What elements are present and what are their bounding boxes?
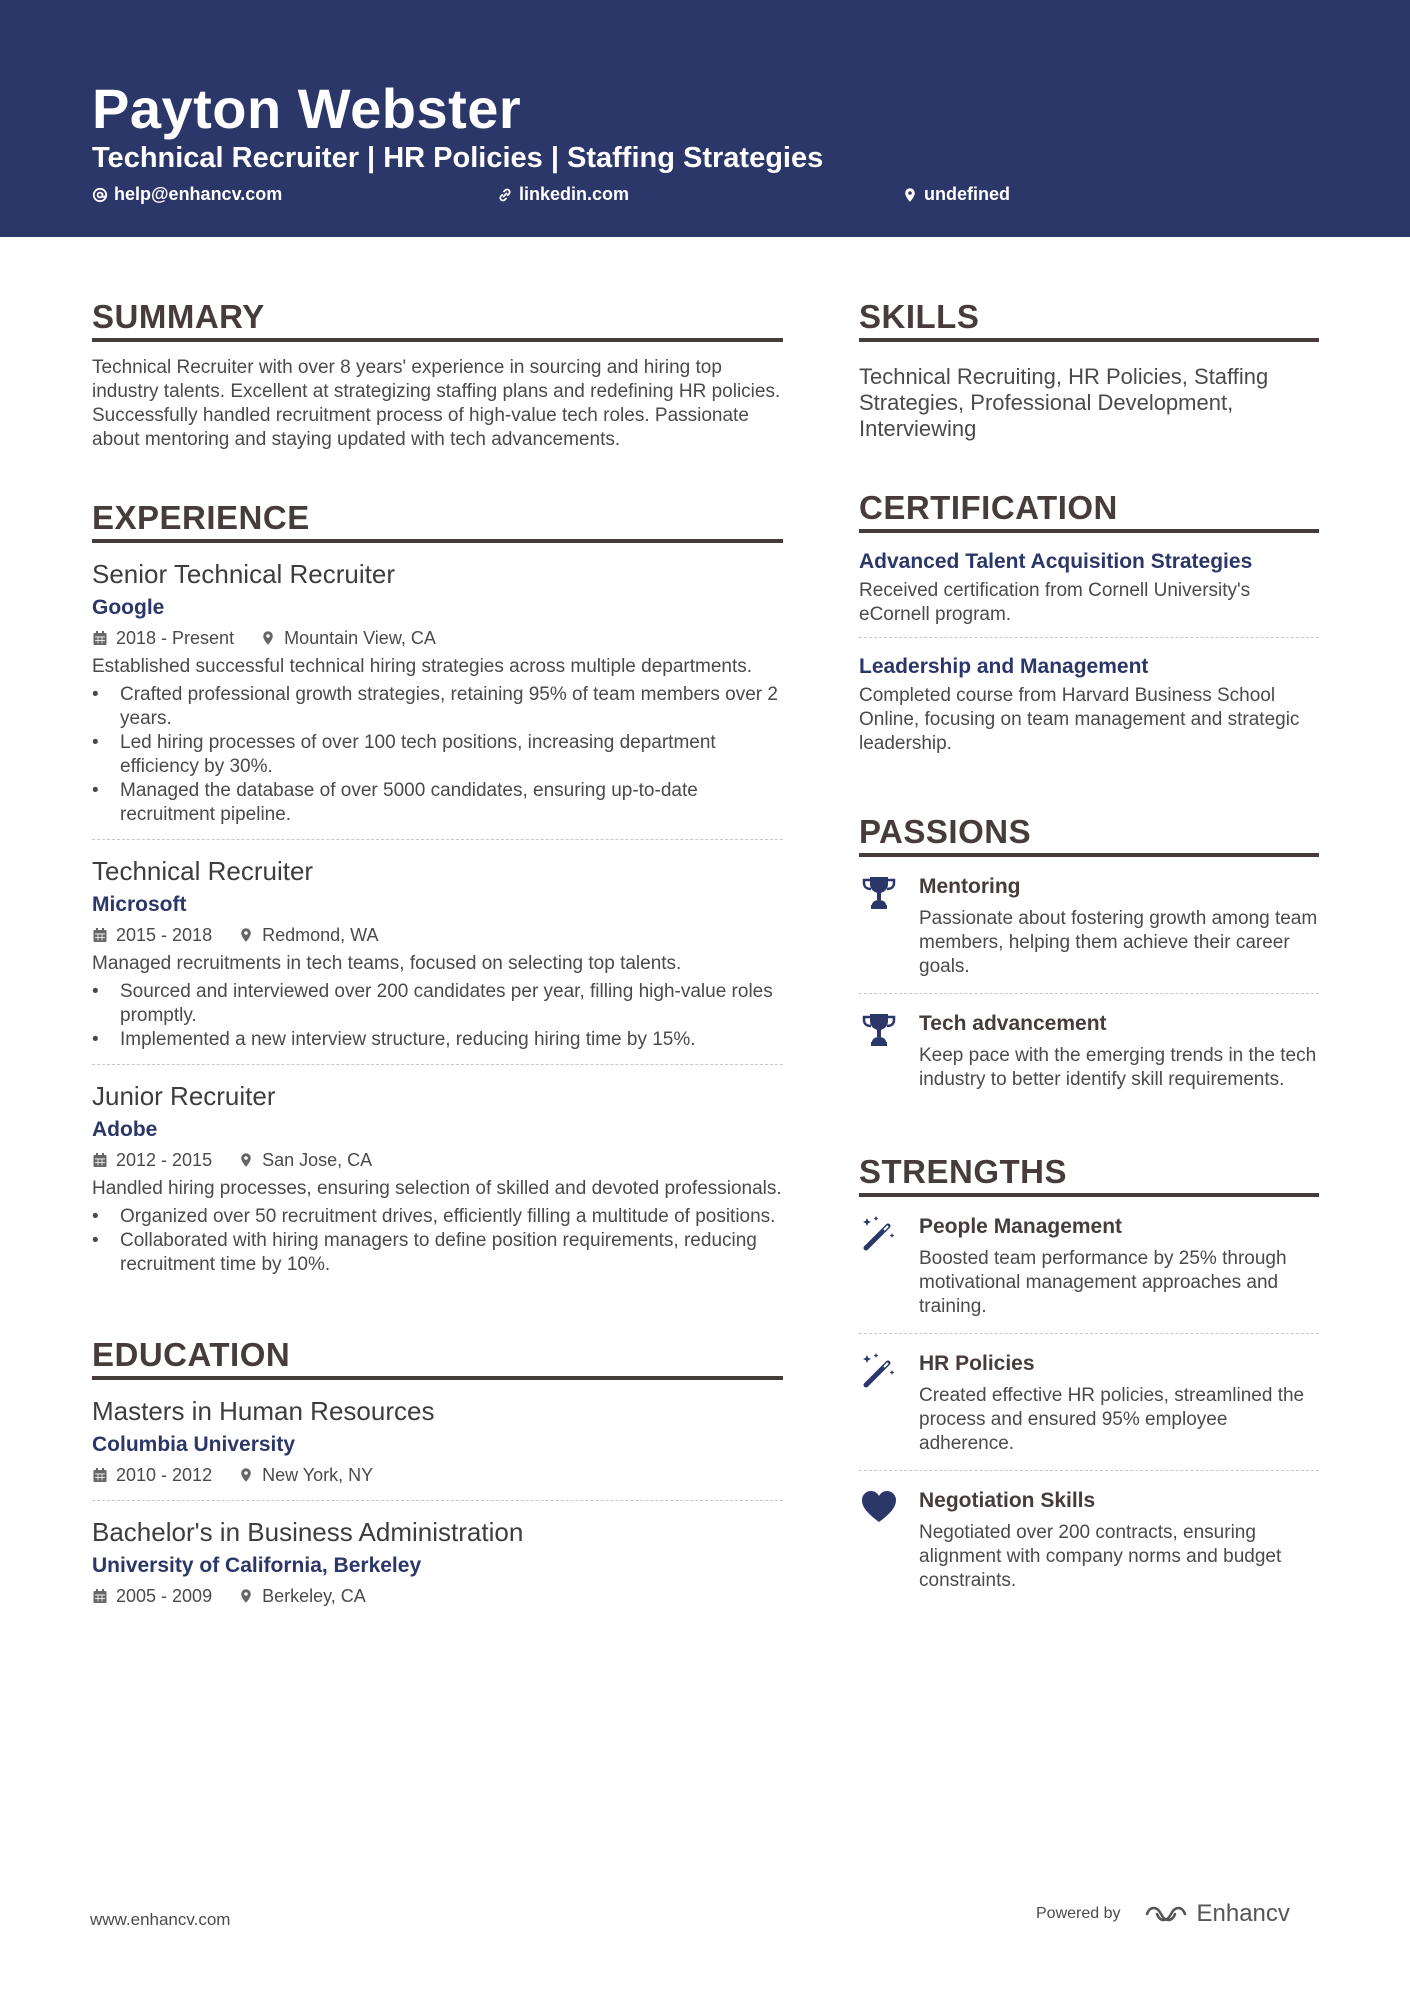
job-bullet: • Sourced and interviewed over 200 candidates per year, filling high-value roles promptly.: [92, 980, 783, 1028]
job-bullet: • Organized over 50 recruitment drives, efficiently filling a multitude of positions.: [92, 1205, 783, 1229]
contact-email-text: help@enhancv.com: [114, 184, 283, 204]
skills-section: [859, 297, 1319, 442]
education-location: [238, 1462, 373, 1488]
strength-body: [919, 1348, 1319, 1456]
school-name: University of California, Berkeley: [92, 1554, 422, 1577]
job-dates-text: 2018 - Present: [116, 628, 235, 648]
job-description: Established successful technical hiring strategies across multiple departments.: [92, 656, 753, 677]
education-dates-text: 2010 - 2012: [116, 1465, 213, 1485]
right-column: [859, 297, 1319, 1653]
job-dates-text: 2015 - 2018: [116, 925, 213, 945]
strength-description: Boosted team performance by 25% through motivational management approaches and training.: [919, 1248, 1287, 1317]
strengths-section: [859, 1152, 1319, 1607]
experience-entry: [92, 1079, 783, 1289]
strength-icon-wrap: [859, 1211, 919, 1319]
job-meta: [92, 922, 783, 948]
calendar-icon: [92, 927, 108, 943]
job-description: Managed recruitments in tech teams, focused on selecting top talents.: [92, 953, 682, 974]
section-title-experience: EXPERIENCE: [92, 498, 783, 543]
calendar-icon: [92, 1588, 108, 1604]
passions-section: [859, 812, 1319, 1106]
calendar-icon: [92, 1152, 108, 1168]
passion-name: Mentoring: [919, 875, 1021, 898]
strength-icon-wrap: [859, 1348, 919, 1456]
section-title-passions: PASSIONS: [859, 812, 1319, 857]
location-pin-icon: [238, 1588, 254, 1604]
trophy-icon: [859, 873, 899, 913]
job-dates: [92, 625, 234, 651]
education-entry: [92, 1515, 783, 1621]
contact-location-text: undefined: [924, 184, 1010, 204]
strength-icon-wrap: [859, 1485, 919, 1593]
location-pin-icon: [238, 1152, 254, 1168]
contact-linkedin-text: linkedin.com: [519, 184, 630, 204]
passion-description: Passionate about fostering growth among team members, helping them achieve their career goals.: [919, 908, 1318, 977]
passion-icon-wrap: [859, 871, 919, 979]
certification-description: Completed course from Harvard Business School Online, focusing on team management and strategic leadership.: [859, 685, 1300, 754]
footer-branding[interactable]: [1036, 1900, 1290, 1928]
candidate-headline: Technical Recruiter | HR Policies | Staffing Strategies: [92, 142, 824, 174]
job-location: [260, 625, 436, 651]
education-meta: [92, 1462, 783, 1488]
powered-by-label: Powered by: [1036, 1905, 1121, 1922]
enhancv-logo-icon: [1143, 1902, 1189, 1926]
calendar-icon: [92, 1467, 108, 1483]
strength-body: [919, 1211, 1319, 1319]
job-bullets: [92, 980, 783, 1052]
job-location-text: Mountain View, CA: [284, 628, 436, 648]
job-location-text: Redmond, WA: [262, 925, 379, 945]
education-dates: [92, 1462, 212, 1488]
company-name: Adobe: [92, 1118, 158, 1141]
company-name: Microsoft: [92, 893, 187, 916]
summary-text: Technical Recruiter with over 8 years' experience in sourcing and hiring top industry talents. Excellent at strategizing staffing plans and redefining HR policies. Successfully handled recruitment process of high-value tech roles. Passionate about mentoring and staying updated with tech advancements.: [92, 357, 781, 450]
candidate-name: Payton Webster: [92, 77, 522, 140]
strength-body: [919, 1485, 1319, 1593]
contact-email[interactable]: [92, 184, 282, 205]
job-bullet: • Led hiring processes of over 100 tech positions, increasing department efficiency by 30%.: [92, 731, 783, 779]
job-bullets: [92, 683, 783, 827]
enhancv-logo-text: Enhancv: [1196, 1900, 1290, 1927]
section-title-education: EDUCATION: [92, 1335, 783, 1380]
job-title: Senior Technical Recruiter: [92, 559, 395, 589]
enhancv-logo: [1143, 1900, 1290, 1928]
contact-linkedin[interactable]: [497, 184, 629, 205]
passion-description: Keep pace with the emerging trends in the tech industry to better identify skill requirements.: [919, 1045, 1317, 1090]
trophy-icon: [859, 1010, 899, 1050]
education-dates: [92, 1583, 212, 1609]
job-location-text: San Jose, CA: [262, 1150, 373, 1170]
location-pin-icon: [260, 630, 276, 646]
certification-entry: [859, 547, 1319, 638]
job-bullet: • Collaborated with hiring managers to define position requirements, reducing recruitment time by 10%.: [92, 1229, 783, 1277]
resume-header: [0, 0, 1410, 237]
passion-body: [919, 871, 1319, 979]
section-title-skills: SKILLS: [859, 297, 1319, 342]
job-dates-text: 2012 - 2015: [116, 1150, 213, 1170]
link-icon: [497, 187, 513, 203]
job-bullet: • Managed the database of over 5000 candidates, ensuring up-to-date recruitment pipeline.: [92, 779, 783, 827]
certification-section: [859, 488, 1319, 766]
footer-website[interactable]: www.enhancv.com: [90, 1910, 231, 1929]
degree-title: Bachelor's in Business Administration: [92, 1517, 524, 1547]
strength-name: HR Policies: [919, 1352, 1035, 1375]
certification-description: Received certification from Cornell University's eCornell program.: [859, 580, 1251, 625]
job-bullet: • Crafted professional growth strategies, retaining 95% of team members over 2 years.: [92, 683, 783, 731]
certification-name: Leadership and Management: [859, 655, 1149, 678]
section-title-certification: CERTIFICATION: [859, 488, 1319, 533]
company-name: Google: [92, 596, 165, 619]
job-bullet: • Implemented a new interview structure, reducing hiring time by 15%.: [92, 1028, 783, 1052]
calendar-icon: [92, 630, 108, 646]
left-column: [92, 297, 783, 1667]
passion-entry: [859, 871, 1319, 994]
school-name: Columbia University: [92, 1433, 296, 1456]
strength-entry: [859, 1211, 1319, 1334]
education-location-text: New York, NY: [262, 1465, 374, 1485]
section-title-summary: SUMMARY: [92, 297, 783, 342]
education-location-text: Berkeley, CA: [262, 1586, 366, 1606]
job-meta: [92, 625, 783, 651]
passion-name: Tech advancement: [919, 1012, 1107, 1035]
skills-list: Technical Recruiting, HR Policies, Staffing Strategies, Professional Development, Interviewing: [859, 364, 1269, 441]
summary-section: [92, 297, 783, 452]
experience-section: [92, 498, 783, 1289]
education-dates-text: 2005 - 2009: [116, 1586, 213, 1606]
strength-entry: [859, 1485, 1319, 1607]
education-entry: [92, 1394, 783, 1501]
strength-name: People Management: [919, 1215, 1123, 1238]
job-location: [238, 922, 378, 948]
experience-entry: [92, 557, 783, 840]
certification-name: Advanced Talent Acquisition Strategies: [859, 550, 1253, 573]
job-location: [238, 1147, 372, 1173]
education-location: [238, 1583, 366, 1609]
job-description: Handled hiring processes, ensuring selection of skilled and devoted professionals.: [92, 1178, 782, 1199]
at-icon: [92, 187, 108, 203]
job-dates: [92, 922, 212, 948]
location-pin-icon: [238, 927, 254, 943]
passion-entry: [859, 1008, 1319, 1106]
job-title: Technical Recruiter: [92, 856, 314, 886]
job-dates: [92, 1147, 212, 1173]
location-pin-icon: [902, 187, 918, 203]
strength-name: Negotiation Skills: [919, 1489, 1096, 1512]
section-title-strengths: STRENGTHS: [859, 1152, 1319, 1197]
education-section: [92, 1335, 783, 1621]
strength-description: Negotiated over 200 contracts, ensuring alignment with company norms and budget constraints.: [919, 1522, 1282, 1591]
job-bullets: [92, 1205, 783, 1277]
contact-location: [902, 184, 1010, 205]
heart-icon: [859, 1487, 899, 1527]
degree-title: Masters in Human Resources: [92, 1396, 435, 1426]
certification-entry: [859, 652, 1319, 766]
magic-wand-icon: [859, 1350, 899, 1390]
magic-wand-icon: [859, 1213, 899, 1253]
education-meta: [92, 1583, 783, 1609]
job-meta: [92, 1147, 783, 1173]
strength-entry: [859, 1348, 1319, 1471]
experience-entry: [92, 854, 783, 1065]
location-pin-icon: [238, 1467, 254, 1483]
passion-icon-wrap: [859, 1008, 919, 1092]
passion-body: [919, 1008, 1319, 1092]
job-title: Junior Recruiter: [92, 1081, 276, 1111]
strength-description: Created effective HR policies, streamlined the process and ensured 95% employee adherence.: [919, 1385, 1305, 1454]
